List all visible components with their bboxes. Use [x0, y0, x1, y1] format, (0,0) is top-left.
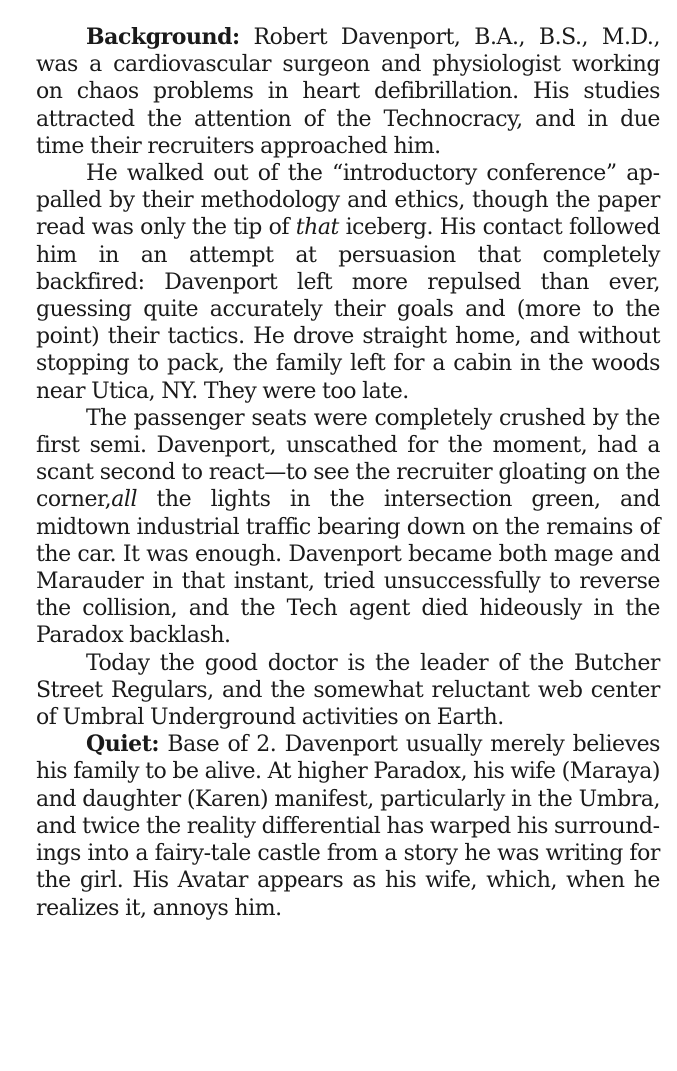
conference-emphasis: that	[295, 215, 339, 241]
today-text: Today the good doctor is the leader of the Butcher Street Regulars, and the somewhat reluctant web center of Umbral Underground activities on Earth.	[36, 650, 660, 731]
conference-text-2: iceberg. His contact followed him in an attempt at persuasion that completely backfired: Davenport left more repulsed than ever, guessing quite accurately their goals and (more to the point) their tactics. He drove straight home, and without stopping to pack, the family left for a cabin in the woods near Utica, NY. They were too late.	[36, 215, 660, 404]
background-paragraph	[36, 24, 660, 160]
document-page	[36, 24, 660, 922]
collision-text-2: the lights in the intersection green, and midtown industrial traffic bearing down on the remains of the car. It was enough. Davenport became both mage and Marauder in that instant, tried unsuccessfully to reverse the collision, and the Tech agent died hideously in the Paradox backlash.	[36, 487, 660, 649]
today-paragraph	[36, 650, 660, 732]
conference-text-1: He walked out of the “introductory conference” appalled by their methodology and ethics, though the paper read was only the tip of	[36, 161, 660, 241]
quiet-heading: Quiet:	[86, 731, 160, 758]
conference-paragraph	[36, 160, 660, 405]
collision-paragraph	[36, 405, 660, 650]
background-text: Robert Davenport, B.A., B.S., M.D., was a cardiovascular surgeon and physiologist working on chaos problems in heart defibrillation. His studies attracted the attention of the Technocracy, and in due time their recruiters approached him.	[36, 25, 660, 159]
quiet-paragraph	[36, 731, 660, 921]
collision-emphasis: all	[111, 487, 138, 513]
collision-text-1: The passenger seats were completely crushed by the first semi. Davenport, unscathed for the moment, had a scant second to react—to see the recruiter gloating on the corner,	[36, 405, 660, 513]
background-heading: Background:	[86, 24, 240, 50]
quiet-text: Base of 2. Davenport usually merely believes his family to be alive. At higher Paradox, his wife (Maraya) and daughter (Karen) manifest, particularly in the Umbra, and twice the reality differential has warped his surroundings into a fairy-tale castle from a story he was writing for the girl. His Avatar appears as his wife, which, when he realizes it, annoys him.	[36, 732, 661, 921]
